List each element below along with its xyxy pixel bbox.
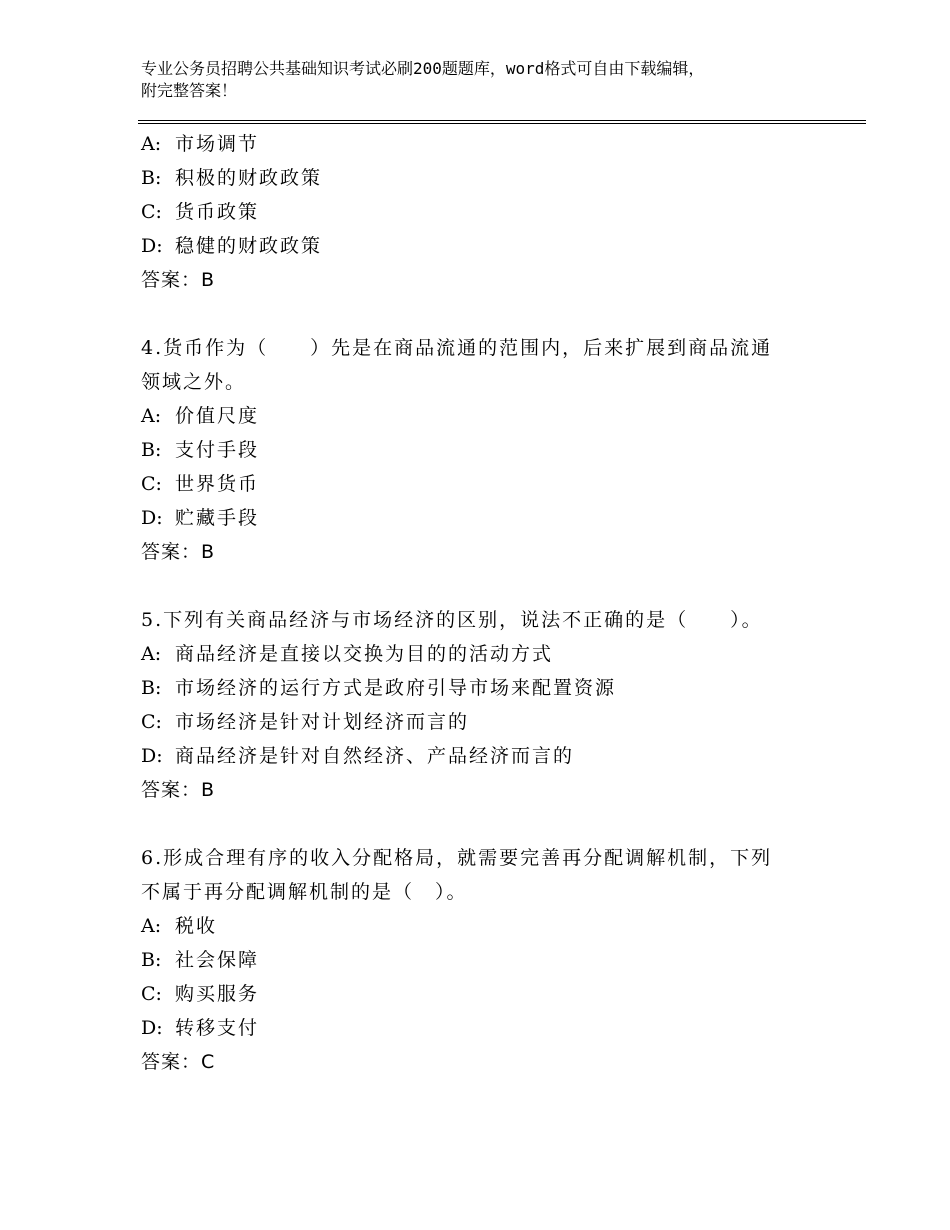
option-text: 价值尺度 [175, 405, 260, 427]
option-key: B: [141, 677, 162, 699]
header-line-2: 附完整答案！ [141, 81, 238, 100]
option-key: B: [141, 439, 162, 461]
answer-line [141, 1045, 821, 1079]
option-key: C: [141, 983, 162, 1005]
answer-line [141, 535, 821, 569]
answer-label: 答案： [141, 541, 202, 563]
option-text: 商品经济是直接以交换为目的的活动方式 [175, 643, 554, 665]
option-key: C: [141, 201, 162, 223]
question-stem-continued: 领域之外。 [141, 371, 247, 393]
spacer [141, 569, 821, 603]
option-key: D: [141, 235, 163, 257]
option-text: 货币政策 [175, 201, 260, 223]
option-text: 支付手段 [175, 439, 260, 461]
option-key: A: [141, 915, 162, 937]
option-d [141, 739, 821, 773]
question-stem: 4.货币作为（ ）先是在商品流通的范围内，后来扩展到商品流通 [141, 337, 773, 359]
option-text: 稳健的财政政策 [175, 235, 323, 257]
option-c [141, 195, 821, 229]
option-text: 贮藏手段 [175, 507, 260, 529]
option-text: 购买服务 [175, 983, 260, 1005]
answer-value: B [201, 541, 215, 563]
header-line-1: 专业公务员招聘公共基础知识考试必刷200题题库，word格式可自由下载编辑， [141, 59, 705, 78]
option-key: C: [141, 711, 162, 733]
option-key: A: [141, 643, 162, 665]
question-stem: 5.下列有关商品经济与市场经济的区别，说法不正确的是（ ）。 [141, 609, 763, 631]
question-list [141, 127, 821, 1079]
option-key: B: [141, 949, 162, 971]
answer-label: 答案： [141, 779, 202, 801]
spacer [141, 297, 821, 331]
option-c [141, 705, 821, 739]
answer-label: 答案： [141, 1051, 202, 1073]
option-text: 积极的财政政策 [175, 167, 323, 189]
answer-line [141, 263, 821, 297]
option-text: 市场经济是针对计划经济而言的 [175, 711, 470, 733]
option-text: 税收 [175, 915, 218, 937]
option-b [141, 433, 821, 467]
option-c [141, 467, 821, 501]
option-b [141, 943, 821, 977]
answer-value: B [201, 269, 215, 291]
question-4 [141, 331, 821, 569]
option-b [141, 671, 821, 705]
spacer [141, 807, 821, 841]
option-text: 商品经济是针对自然经济、产品经济而言的 [175, 745, 575, 767]
option-text: 社会保障 [175, 949, 260, 971]
option-a [141, 909, 821, 943]
question-5 [141, 603, 821, 807]
question-stem: 6.形成合理有序的收入分配格局，就需要完善再分配调解机制，下列 [141, 847, 773, 869]
option-key: C: [141, 473, 162, 495]
answer-value: B [201, 779, 215, 801]
option-key: A: [141, 133, 162, 155]
option-key: D: [141, 1017, 163, 1039]
option-key: A: [141, 405, 162, 427]
answer-value: C [201, 1051, 215, 1073]
option-key: D: [141, 507, 163, 529]
document-header [141, 58, 801, 102]
option-d [141, 501, 821, 535]
option-a [141, 399, 821, 433]
option-b [141, 161, 821, 195]
question-6 [141, 841, 821, 1079]
option-text: 市场调节 [175, 133, 260, 155]
answer-label: 答案： [141, 269, 202, 291]
header-divider [138, 120, 866, 124]
option-text: 世界货币 [175, 473, 260, 495]
answer-line [141, 773, 821, 807]
option-key: D: [141, 745, 163, 767]
option-d [141, 1011, 821, 1045]
option-c [141, 977, 821, 1011]
option-text: 转移支付 [175, 1017, 260, 1039]
option-a [141, 637, 821, 671]
question-3 [141, 127, 821, 297]
option-d [141, 229, 821, 263]
option-key: B: [141, 167, 162, 189]
option-a [141, 127, 821, 161]
question-stem-continued: 不属于再分配调解机制的是（ ）。 [141, 881, 468, 903]
option-text: 市场经济的运行方式是政府引导市场来配置资源 [175, 677, 617, 699]
